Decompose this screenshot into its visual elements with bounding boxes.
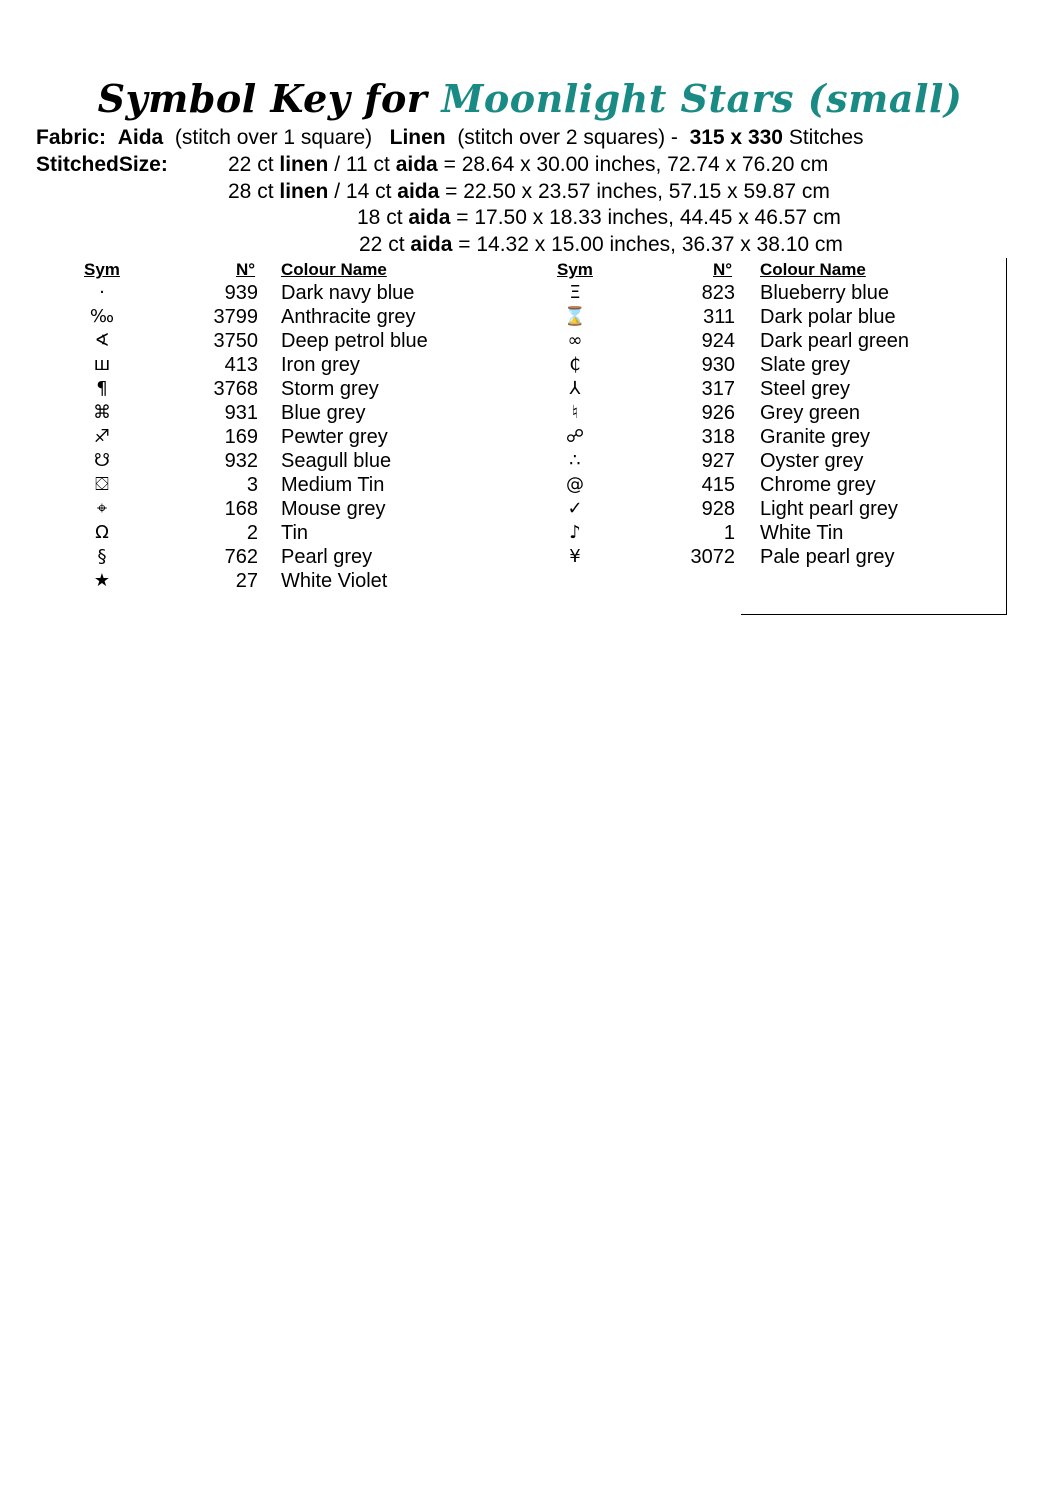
stitched-size-row: [228, 152, 828, 178]
floss-number: 927: [701, 450, 735, 472]
floss-number: 928: [701, 498, 735, 520]
header-sym-right: Sym: [557, 260, 593, 279]
fabric-line: [36, 125, 864, 151]
symbol-row: [0, 569, 1060, 593]
stitch-symbol-icon: ♪: [569, 522, 581, 543]
symbol-row: [0, 281, 1060, 305]
fabric-linen-note: (stitch over 2 squares) -: [457, 126, 678, 149]
size-count: 18 ct: [357, 206, 403, 229]
colour-name: Blue grey: [281, 402, 366, 424]
symbol-row: [0, 425, 1060, 449]
colour-name: Steel grey: [760, 378, 851, 400]
colour-name: Dark pearl green: [760, 330, 909, 352]
stitch-symbol-icon: ш: [93, 354, 111, 375]
floss-number: 3750: [213, 330, 258, 352]
floss-number: 169: [224, 426, 258, 448]
size-fabric-1: linen: [279, 153, 329, 176]
floss-number: 3799: [213, 306, 258, 328]
size-fabric-2: aida: [410, 232, 453, 256]
symbol-row: [0, 473, 1060, 497]
stitched-size-label: StitchedSize:: [36, 153, 168, 176]
symbol-row: [0, 521, 1060, 545]
stitch-label: Stitches: [788, 126, 864, 149]
header-num-left: N°: [236, 260, 256, 279]
header-num-right: N°: [713, 260, 733, 279]
symbol-row: [0, 401, 1060, 425]
symbol-row: [0, 377, 1060, 401]
floss-number: 3: [246, 474, 258, 496]
stitch-symbol-icon: ☍: [565, 426, 585, 447]
stitch-symbol-icon: ‰: [89, 306, 115, 327]
stitch-symbol-icon: ⌛: [563, 306, 587, 327]
colour-name: Dark polar blue: [760, 306, 896, 328]
stitch-symbol-icon: @: [566, 474, 584, 495]
floss-number: 318: [701, 426, 735, 448]
floss-number: 1: [723, 522, 735, 544]
stitch-symbol-icon: ¶: [96, 378, 108, 399]
stitch-symbol-icon: ¥: [569, 546, 581, 567]
symbol-row: [0, 353, 1060, 377]
floss-number: 3072: [690, 546, 735, 568]
header-name-right: Colour Name: [760, 260, 866, 279]
size-dimensions: = 22.50 x 23.57 inches, 57.15 x 59.87 cm: [445, 179, 830, 203]
floss-number: 415: [701, 474, 735, 496]
page-title: [0, 76, 1060, 121]
title-prefix: Symbol Key for: [97, 76, 428, 121]
stitched-size-row: [228, 179, 830, 205]
floss-number: 939: [224, 282, 258, 304]
size-fabric-2: aida: [395, 153, 438, 176]
size-fabric-1: linen: [279, 179, 329, 203]
stitch-symbol-icon: ∢: [94, 330, 110, 351]
floss-number: 317: [701, 378, 735, 400]
stitch-count: 315 x 330: [689, 126, 783, 149]
colour-name: Storm grey: [281, 378, 379, 400]
table-border-right: [1006, 258, 1007, 615]
pattern-name: Moonlight Stars (small): [441, 76, 963, 121]
size-count-2: / 11 ct: [334, 153, 390, 176]
fabric-aida-note: (stitch over 1 square): [174, 126, 373, 149]
stitched-size-row: [357, 205, 841, 231]
header-sym-left: Sym: [84, 260, 120, 279]
fabric-label: Fabric:: [36, 126, 107, 149]
size-dimensions: = 14.32 x 15.00 inches, 36.37 x 38.10 cm: [458, 232, 843, 256]
stitch-symbol-icon: ·: [99, 282, 105, 303]
colour-name: Grey green: [760, 402, 861, 424]
colour-name: Medium Tin: [281, 474, 385, 496]
size-dimensions: = 17.50 x 18.33 inches, 44.45 x 46.57 cm: [456, 206, 841, 229]
stitch-symbol-icon: ♮: [571, 402, 579, 423]
stitch-symbol-icon: Ξ: [569, 282, 581, 303]
colour-name: Anthracite grey: [281, 306, 416, 328]
colour-name: White Violet: [281, 570, 388, 592]
stitch-symbol-icon: ⌖: [96, 498, 108, 519]
stitch-symbol-icon: ₵: [569, 354, 581, 375]
size-count-2: / 14 ct: [334, 179, 392, 203]
colour-name: Blueberry blue: [760, 282, 889, 304]
symbol-row: [0, 545, 1060, 569]
colour-name: Pewter grey: [281, 426, 388, 448]
stitch-symbol-icon: ★: [93, 570, 111, 591]
floss-number: 413: [224, 354, 258, 376]
symbol-row: [0, 449, 1060, 473]
size-dimensions: = 28.64 x 30.00 inches, 72.74 x 76.20 cm: [443, 153, 829, 176]
floss-number: 168: [224, 498, 258, 520]
size-fabric-2: aida: [408, 206, 451, 229]
table-border-bottom: [741, 614, 1007, 615]
floss-number: 27: [235, 570, 258, 592]
stitch-symbol-icon: ⌘: [93, 402, 111, 423]
floss-number: 931: [224, 402, 258, 424]
floss-number: 930: [701, 354, 735, 376]
colour-name: Slate grey: [760, 354, 851, 376]
floss-number: 3768: [213, 378, 258, 400]
floss-number: 311: [703, 306, 735, 328]
floss-number: 2: [246, 522, 258, 544]
colour-name: Mouse grey: [281, 498, 386, 520]
colour-name: Granite grey: [760, 426, 871, 448]
floss-number: 932: [224, 450, 258, 472]
colour-name: Iron grey: [281, 354, 360, 376]
size-count: 22 ct: [359, 232, 405, 256]
stitch-symbol-icon: ⅄: [569, 378, 581, 399]
colour-name: Dark navy blue: [281, 282, 415, 304]
colour-name: Light pearl grey: [760, 498, 898, 520]
floss-number: 762: [224, 546, 258, 568]
floss-number: 823: [701, 282, 735, 304]
stitch-symbol-icon: ♐: [93, 426, 111, 447]
stitch-symbol-icon: ∴: [569, 450, 581, 471]
colour-name: Deep petrol blue: [281, 330, 428, 352]
symbol-row: [0, 305, 1060, 329]
symbol-row: [0, 497, 1060, 521]
stitch-symbol-icon: ∞: [567, 330, 583, 351]
stitch-symbol-icon: ☋: [94, 450, 110, 471]
colour-name: Oyster grey: [760, 450, 864, 472]
colour-name: Seagull blue: [281, 450, 392, 472]
colour-name: Pearl grey: [281, 546, 373, 568]
colour-name: Chrome grey: [760, 474, 876, 496]
colour-name: Tin: [281, 522, 309, 544]
floss-number: 924: [701, 330, 735, 352]
colour-name: Pale pearl grey: [760, 546, 895, 568]
stitch-symbol-icon: Ω: [95, 522, 109, 543]
header-name-left: Colour Name: [281, 260, 387, 279]
size-fabric-2: aida: [397, 179, 440, 203]
symbol-row: [0, 329, 1060, 353]
size-count: 28 ct: [228, 179, 274, 203]
size-count: 22 ct: [228, 153, 274, 176]
fabric-aida: Aida: [117, 126, 164, 149]
stitch-symbol-icon: ✓: [567, 498, 583, 519]
stitch-symbol-icon: ⛋: [95, 474, 109, 495]
stitched-size-row: [359, 232, 843, 258]
floss-number: 926: [701, 402, 735, 424]
colour-name: White Tin: [760, 522, 844, 544]
fabric-linen: Linen: [389, 126, 446, 149]
stitch-symbol-icon: §: [97, 546, 107, 567]
